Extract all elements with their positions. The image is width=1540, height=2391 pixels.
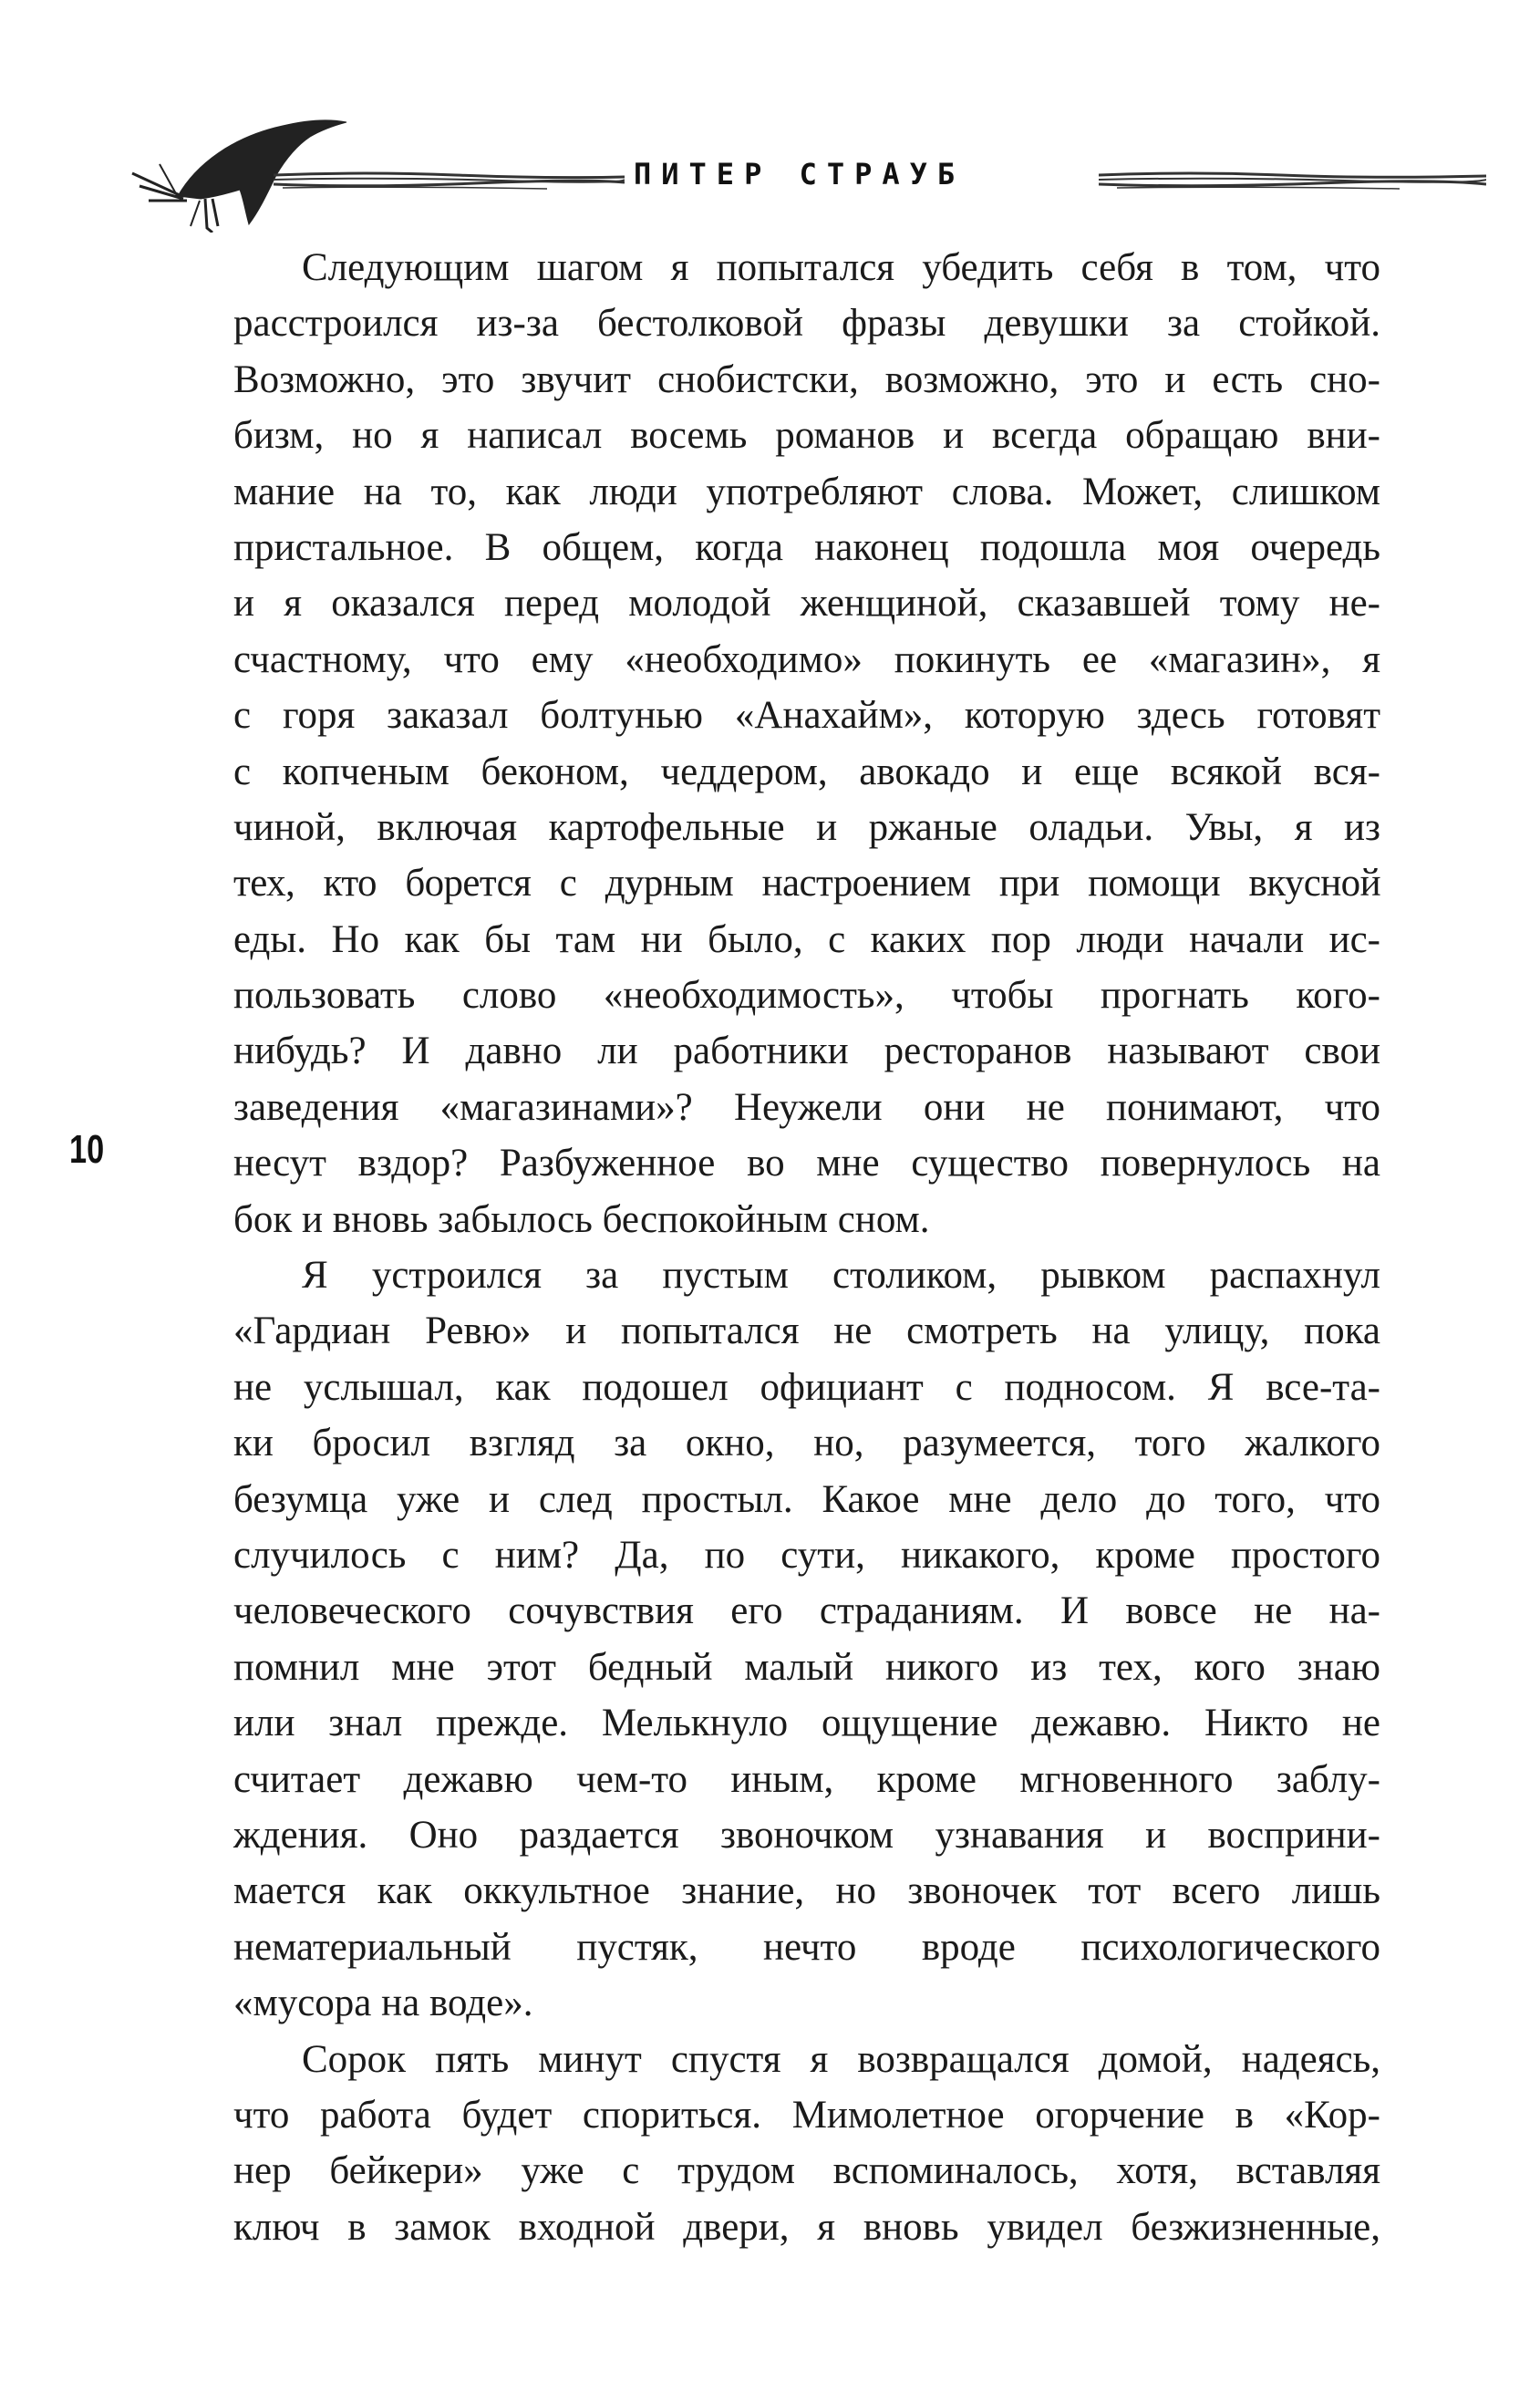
text-line: ждения. Оно раздается звоночком узнавания и восприни- bbox=[233, 1813, 1380, 1857]
text-line: пользовать слово «необходимость», чтобы прогнать кого- bbox=[233, 974, 1380, 1018]
text-line: и я оказался перед молодой женщиной, сказавшей тому не- bbox=[233, 582, 1380, 626]
text-line: Следующим шагом я попытался убедить себя в том, что bbox=[302, 246, 1380, 289]
text-line: случилось с ним? Да, по сути, никакого, кроме простого bbox=[233, 1533, 1380, 1577]
text-line: нер бейкери» уже с трудом вспоминалось, хотя, вставляя bbox=[233, 2149, 1380, 2193]
text-line: мание на то, как люди употребляют слова. Может, слишком bbox=[233, 470, 1380, 513]
text-line: бизм, но я написал восемь романов и всегда обращаю вни- bbox=[233, 414, 1380, 458]
text-line: бок и вновь забылось беспокойным сном. bbox=[233, 1197, 930, 1241]
text-line: счастному, что ему «необходимо» покинуть ее «магазин», я bbox=[233, 637, 1380, 681]
header-author-name: ПИТЕР СТРАУБ bbox=[634, 157, 966, 191]
text-line: «мусора на воде». bbox=[233, 1982, 533, 2025]
text-line: с копченым беконом, чеддером, авокадо и еще всякой вся- bbox=[233, 750, 1380, 793]
text-line: чиной, включая картофельные и ржаные оладьи. Увы, я из bbox=[233, 805, 1380, 849]
text-line: еды. Но как бы там ни было, с каких пор люди начали ис- bbox=[233, 917, 1380, 961]
text-line: тех, кто борется с дурным настроением при помощи вкусной bbox=[233, 862, 1380, 906]
text-line: нибудь? И давно ли работники ресторанов называют свои bbox=[233, 1030, 1380, 1073]
text-line: нематериальный пустяк, нечто вроде психологического bbox=[233, 1925, 1380, 1969]
text-line: помнил мне этот бедный малый никого из тех, кого знаю bbox=[233, 1645, 1380, 1689]
text-line: мается как оккультное знание, но звоночек тот всего лишь bbox=[233, 1869, 1380, 1913]
text-line: Возможно, это звучит снобистски, возможно, это и есть сно- bbox=[233, 357, 1380, 401]
text-line: что работа будет спориться. Мимолетное огорчение в «Кор- bbox=[233, 2093, 1380, 2137]
header-rule-left bbox=[274, 166, 625, 193]
running-header bbox=[0, 109, 1540, 237]
text-line: расстроился из-за бестолковой фразы девушки за стойкой. bbox=[233, 302, 1380, 346]
text-line: Я устроился за пустым столиком, рывком распахнул bbox=[302, 1254, 1380, 1298]
text-line: несут вздор? Разбуженное во мне существо повернулось на bbox=[233, 1142, 1380, 1185]
body-text bbox=[233, 240, 1380, 2255]
text-line: не услышал, как подошел официант с подносом. Я все-та- bbox=[233, 1365, 1380, 1409]
text-line: безумца уже и след простыл. Какое мне дело до того, что bbox=[233, 1477, 1380, 1521]
text-line: человеческого сочувствия его страданиям. И вовсе не на- bbox=[233, 1589, 1380, 1633]
text-line: заведения «магазинами»? Неужели они не понимают, что bbox=[233, 1085, 1380, 1129]
page-number: 10 bbox=[69, 1127, 105, 1172]
text-line: пристальное. В общем, когда наконец подошла моя очередь bbox=[233, 525, 1380, 569]
text-line: «Гардиан Ревю» и попытался не смотреть на улицу, пока bbox=[233, 1309, 1380, 1353]
text-line: считает дежавю чем-то иным, кроме мгновенного заблу- bbox=[233, 1757, 1380, 1801]
text-line: ключ в замок входной двери, я вновь увидел безжизненные, bbox=[233, 2205, 1380, 2249]
header-rule-right bbox=[1099, 166, 1486, 193]
text-line: с горя заказал болтунью «Анахайм», которую здесь готовят bbox=[233, 694, 1380, 738]
text-line: ки бросил взгляд за окно, но, разумеется, того жалкого bbox=[233, 1422, 1380, 1465]
text-line: или знал прежде. Мелькнуло ощущение дежавю. Никто не bbox=[233, 1702, 1380, 1745]
text-line: Сорок пять минут спустя я возвращался домой, надеясь, bbox=[302, 2037, 1380, 2081]
